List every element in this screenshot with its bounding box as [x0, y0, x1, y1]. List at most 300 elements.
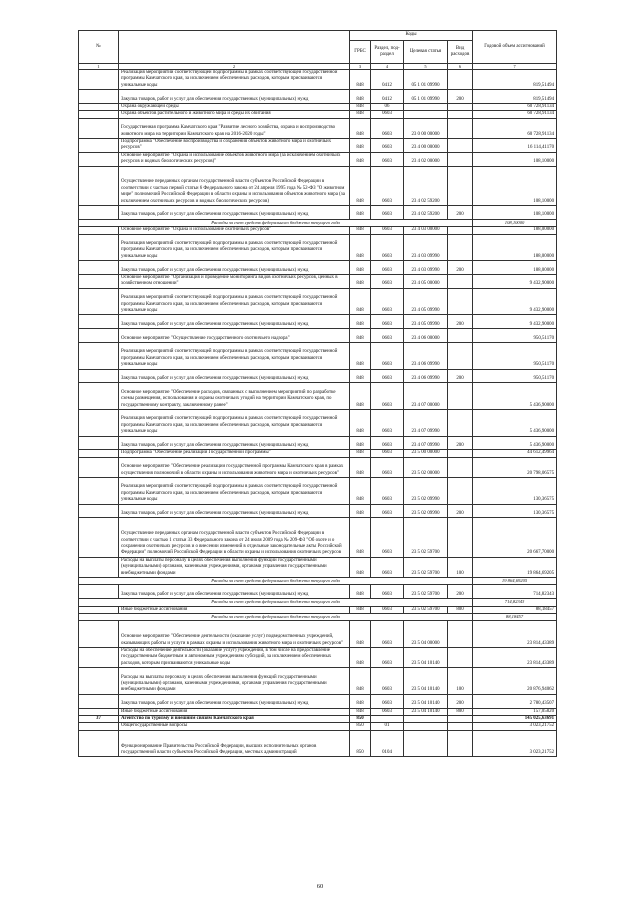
row-name: Закупка товаров, работ и услуг для обеспечения государственных (муниципальных) нужд — [119, 369, 350, 383]
row-section: 0603 — [371, 383, 404, 410]
row-volume: 9 432,90000 — [473, 315, 557, 329]
row-section: 0603 — [371, 504, 404, 518]
row-volume: 23 814,43389 — [473, 648, 557, 668]
row-name: Основное мероприятие "Обеспечение расходов, связанных с выполнением мероприятий по разработке схемы размещения, использования и охраны охотничьих угодий на территории Камчатского края, по государственному контракту, заключенному ранее" — [119, 383, 350, 410]
table-row — [79, 410, 557, 437]
row-name: Реализация мероприятий соответствующей подпрограммы в рамках соответствующей государственной программы Камчатского края, за исключением обеспеченных расходов, которым присваиваются уникальные коды — [119, 288, 350, 315]
row-expense: 800 — [448, 606, 473, 613]
row-target: 23 5 04 10140 — [404, 694, 448, 708]
row-volume: 60 728,91134 — [473, 111, 557, 118]
header-expense: Вид расходов — [448, 41, 473, 64]
row-grbs: 848 — [350, 457, 371, 477]
row-section: 0603 — [371, 343, 404, 370]
row-volume: 88,18457 — [473, 606, 557, 613]
row-volume: 188,00000 — [473, 234, 557, 261]
row-section: 0603 — [371, 557, 404, 577]
row-grbs: 848 — [350, 343, 371, 370]
row-expense — [448, 450, 473, 457]
row-section: 0603 — [371, 518, 404, 557]
row-volume: 130,36575 — [473, 478, 557, 505]
row-volume: 108,10000 — [473, 206, 557, 220]
row-number — [79, 261, 119, 275]
table-header — [79, 31, 557, 70]
header-volume: Годовой объем ассигнований — [473, 31, 557, 64]
row-volume: 3 023,21752 — [473, 730, 557, 757]
table-row — [79, 730, 557, 757]
column-number: 6 — [448, 64, 473, 70]
table-row — [79, 450, 557, 457]
row-section: 0603 — [371, 450, 404, 457]
row-expense — [448, 288, 473, 315]
row-grbs: 848 — [350, 104, 371, 111]
row-name: Основное мероприятие "Организация и проведение мониторинга видов охотничьих ресурсов, ценных в хозяйственном отношении" — [119, 275, 350, 289]
row-section: 06 — [371, 104, 404, 111]
note-volume: 88,18457 — [473, 614, 557, 621]
note-volume: 714,82343 — [473, 599, 557, 606]
row-target: 23 4 05 09990 — [404, 288, 448, 315]
row-number — [79, 730, 119, 757]
row-grbs: 848 — [350, 166, 371, 205]
row-number — [79, 329, 119, 343]
row-name: Охрана объектов растительного и животного мира и среды их обитания — [119, 111, 350, 118]
row-target: 23 4 02 59200 — [404, 206, 448, 220]
table-row — [79, 648, 557, 668]
note-volume: 19 864,69205 — [473, 578, 557, 585]
row-expense — [448, 166, 473, 205]
row-name: Реализация мероприятий соответствующей подпрограммы в рамках соответствующей государственной программы Камчатского края, за исключением обеспеченных расходов, которым присваиваются уникальные коды — [119, 70, 350, 90]
row-volume: 9 432,90000 — [473, 275, 557, 289]
row-number — [79, 648, 119, 668]
row-grbs: 848 — [350, 288, 371, 315]
row-target: 23 4 05 00000 — [404, 275, 448, 289]
table-row — [79, 206, 557, 220]
row-volume: 714,82343 — [473, 585, 557, 599]
table-row — [79, 504, 557, 518]
table-row — [79, 227, 557, 234]
table-row — [79, 585, 557, 599]
table-row — [79, 90, 557, 104]
row-section: 01 — [371, 723, 404, 730]
row-target: 23 5 02 00000 — [404, 457, 448, 477]
row-target: 05 1 01 09990 — [404, 90, 448, 104]
row-section: 0603 — [371, 369, 404, 383]
row-target: 23 5 02 09990 — [404, 478, 448, 505]
row-name: Осуществление переданных органам государственной власти субъектов Российской Федерации в соответствии с частью первой статьи 6 Федерального закона от 24 апреля 1995 года № 52-ФЗ "О животном мире" полномочий Российской Федерации в области охраны и использования объектов животного мира (за исключением охотничьих ресурсов и водных биологических ресурсов) — [119, 166, 350, 205]
row-number — [79, 708, 119, 715]
row-grbs: 848 — [350, 518, 371, 557]
row-section: 0603 — [371, 708, 404, 715]
row-expense — [448, 716, 473, 723]
table-row — [79, 343, 557, 370]
row-expense — [448, 329, 473, 343]
row-expense — [448, 410, 473, 437]
table-row — [79, 234, 557, 261]
table-row — [79, 606, 557, 613]
table-row — [79, 708, 557, 715]
row-grbs: 848 — [350, 450, 371, 457]
row-name: Агентство по туризму и внешним связям Камчатского края — [119, 716, 350, 723]
column-number: 1 — [79, 64, 119, 70]
row-target: 23 5 04 10140 — [404, 668, 448, 695]
row-number — [79, 90, 119, 104]
row-volume: 108,10000 — [473, 152, 557, 166]
row-target: 23 4 02 59200 — [404, 166, 448, 205]
row-number — [79, 104, 119, 111]
federal-budget-note-row — [79, 614, 557, 621]
row-volume: 950,51170 — [473, 329, 557, 343]
page-number: 60 — [316, 883, 324, 890]
table-row — [79, 111, 557, 118]
row-volume: 60 728,91134 — [473, 104, 557, 111]
note-text: Расходы за счет средств федерального бюджета текущего года — [79, 578, 473, 585]
row-target: 23 5 02 59700 — [404, 606, 448, 613]
row-expense — [448, 227, 473, 234]
row-section: 0603 — [371, 436, 404, 450]
row-section: 0603 — [371, 457, 404, 477]
row-grbs: 850 — [350, 723, 371, 730]
row-number — [79, 410, 119, 437]
table-row — [79, 383, 557, 410]
row-section: 0603 — [371, 410, 404, 437]
row-volume: 5 436,90000 — [473, 410, 557, 437]
row-grbs: 848 — [350, 383, 371, 410]
row-section: 0603 — [371, 288, 404, 315]
row-target: 23 0 00 00000 — [404, 118, 448, 138]
row-expense — [448, 343, 473, 370]
row-name: Государственная программа Камчатского края "Развитие лесного хозяйства, охрана и воспроизводство животного мира на территории Камчатского края на 2016-2020 годы" — [119, 118, 350, 138]
row-number — [79, 369, 119, 383]
note-text: Расходы за счет средств федерального бюджета текущего года — [79, 219, 473, 226]
table-row — [79, 436, 557, 450]
row-section: 0603 — [371, 118, 404, 138]
row-expense: 200 — [448, 261, 473, 275]
row-section: 0603 — [371, 227, 404, 234]
row-expense: 200 — [448, 585, 473, 599]
header-name — [119, 31, 350, 64]
row-name: Реализация мероприятий соответствующей подпрограммы в рамках соответствующей государственной программы Камчатского края, за исключением обеспеченных расходов, которым присваиваются уникальные коды — [119, 343, 350, 370]
row-grbs: 848 — [350, 621, 371, 648]
row-number — [79, 668, 119, 695]
row-volume: 108,10000 — [473, 166, 557, 205]
row-target: 23 4 07 00000 — [404, 383, 448, 410]
row-name: Расходы на обеспечение деятельности (оказание услуг) учреждений, в том числе на предоставление государственным бюджетным и автономным учреждениям субсидий, за исключением обеспеченных расходов, которым присваиваются уникальные коды — [119, 648, 350, 668]
row-number — [79, 288, 119, 315]
row-volume: 5 436,90000 — [473, 383, 557, 410]
row-grbs: 848 — [350, 111, 371, 118]
row-expense: 200 — [448, 206, 473, 220]
table-row — [79, 152, 557, 166]
table-body — [79, 70, 557, 757]
row-name: Реализация мероприятий соответствующей подпрограммы в рамках соответствующей государственной программы Камчатского края, за исключением обеспеченных расходов, которым присваиваются уникальные коды — [119, 478, 350, 505]
row-target: 23 4 07 09990 — [404, 410, 448, 437]
row-grbs: 848 — [350, 369, 371, 383]
row-name: Основное мероприятие "Охрана и использование объектов животного мира (за исключением охотничьих ресурсов и водных биологических ресурсов)" — [119, 152, 350, 166]
row-expense: 200 — [448, 436, 473, 450]
table-row — [79, 139, 557, 153]
row-volume: 44 612,49964 — [473, 450, 557, 457]
row-section: 0603 — [371, 585, 404, 599]
row-volume: 3 023,21752 — [473, 723, 557, 730]
header-section: Раздел, под-раздел — [371, 41, 404, 64]
row-volume: 19 864,69205 — [473, 557, 557, 577]
table-row — [79, 104, 557, 111]
federal-budget-note-row — [79, 599, 557, 606]
row-expense — [448, 70, 473, 90]
row-name: Закупка товаров, работ и услуг для обеспечения государственных (муниципальных) нужд — [119, 694, 350, 708]
row-target: 23 4 07 09990 — [404, 436, 448, 450]
row-volume: 188,00000 — [473, 261, 557, 275]
row-expense — [448, 457, 473, 477]
row-section: 0603 — [371, 111, 404, 118]
row-grbs: 848 — [350, 275, 371, 289]
row-expense — [448, 723, 473, 730]
row-name: Основное мероприятие "Охрана и использование охотничьих ресурсов" — [119, 227, 350, 234]
row-volume: 819,51494 — [473, 70, 557, 90]
table-row — [79, 166, 557, 205]
row-section: 0603 — [371, 166, 404, 205]
row-grbs: 848 — [350, 261, 371, 275]
row-volume: 60 728,91134 — [473, 118, 557, 138]
row-expense — [448, 383, 473, 410]
row-name: Осуществление переданных органам государственной власти субъектов Российской Федерации в соответствии с частью 1 статьи 33 Федерального закона от 24 июля 2009 года № 209-ФЗ "Об охоте и о сохранении охотничьих ресурсов и о внесении изменений в отдельные законодательные акты Российской Федерации" полномочий Российской Федерации в области охраны и использования охотничьих ресурсов — [119, 518, 350, 557]
row-grbs: 848 — [350, 329, 371, 343]
row-section: 0603 — [371, 139, 404, 153]
row-expense — [448, 518, 473, 557]
table-row — [79, 70, 557, 90]
table-row — [79, 694, 557, 708]
row-number — [79, 478, 119, 505]
row-section: 0104 — [371, 730, 404, 757]
row-volume: 950,51170 — [473, 369, 557, 383]
row-number — [79, 585, 119, 599]
row-target — [404, 104, 448, 111]
row-section: 0603 — [371, 275, 404, 289]
row-expense — [448, 104, 473, 111]
row-number — [79, 139, 119, 153]
table-row — [79, 621, 557, 648]
row-expense — [448, 275, 473, 289]
row-number — [79, 166, 119, 205]
row-target: 23 5 04 10140 — [404, 708, 448, 715]
row-expense: 100 — [448, 557, 473, 577]
row-grbs: 848 — [350, 70, 371, 90]
table-row — [79, 723, 557, 730]
row-expense: 200 — [448, 369, 473, 383]
row-number — [79, 723, 119, 730]
row-target: 23 4 02 00000 — [404, 152, 448, 166]
table-row — [79, 457, 557, 477]
row-expense — [448, 152, 473, 166]
row-section: 0603 — [371, 234, 404, 261]
header-grbs: ГРБС — [350, 41, 371, 64]
row-volume: 9 432,90000 — [473, 288, 557, 315]
row-number — [79, 343, 119, 370]
row-name: Закупка товаров, работ и услуг для обеспечения государственных (муниципальных) нужд — [119, 504, 350, 518]
row-number — [79, 694, 119, 708]
row-expense — [448, 648, 473, 668]
header-codes-group: Коды — [350, 31, 473, 41]
row-number — [79, 70, 119, 90]
row-grbs: 850 — [350, 716, 371, 723]
row-volume: 20 667,70000 — [473, 518, 557, 557]
row-grbs: 848 — [350, 504, 371, 518]
note-text: Расходы за счет средств федерального бюджета текущего года — [79, 614, 473, 621]
row-section: 0412 — [371, 90, 404, 104]
row-section: 0412 — [371, 70, 404, 90]
row-target: 23 4 03 00000 — [404, 227, 448, 234]
federal-budget-note-row — [79, 219, 557, 226]
table-row — [79, 369, 557, 383]
row-name: Основное мероприятие "Обеспечение деятельности (оказание услуг) подведомственных учреждений, оказывающих работы и услуги в рамках охраны и использования животного мира и охотничьих ресурсов" — [119, 621, 350, 648]
row-target: 23 5 04 00000 — [404, 621, 448, 648]
row-volume: 950,51170 — [473, 343, 557, 370]
table-row — [79, 557, 557, 577]
row-volume: 819,51494 — [473, 90, 557, 104]
row-name: Подпрограмма "Обеспечение реализации Государственной программы" — [119, 450, 350, 457]
table-row — [79, 275, 557, 289]
column-number: 2 — [119, 64, 350, 70]
row-grbs: 848 — [350, 694, 371, 708]
row-section: 0603 — [371, 315, 404, 329]
row-target: 23 4 06 09990 — [404, 369, 448, 383]
column-number: 5 — [404, 64, 448, 70]
row-grbs: 848 — [350, 410, 371, 437]
row-name: Закупка товаров, работ и услуг для обеспечения государственных (муниципальных) нужд — [119, 261, 350, 275]
row-name: Расходы на выплаты персоналу в целях обеспечения выполнения функций государственными (муниципальными) органами, казенными учреждениями, органами управления государственными внебюджетными фондами — [119, 557, 350, 577]
row-name: Иные бюджетные ассигнования — [119, 606, 350, 613]
row-grbs: 848 — [350, 90, 371, 104]
row-grbs: 848 — [350, 152, 371, 166]
table-row — [79, 716, 557, 723]
row-expense: 200 — [448, 315, 473, 329]
row-target: 23 5 00 00000 — [404, 450, 448, 457]
row-grbs: 848 — [350, 606, 371, 613]
row-expense — [448, 139, 473, 153]
row-number — [79, 450, 119, 457]
row-grbs: 848 — [350, 227, 371, 234]
row-section: 0603 — [371, 261, 404, 275]
row-expense: 100 — [448, 668, 473, 695]
row-expense — [448, 621, 473, 648]
row-expense — [448, 730, 473, 757]
row-name: Иные бюджетные ассигнования — [119, 708, 350, 715]
table-row — [79, 478, 557, 505]
row-target — [404, 716, 448, 723]
row-grbs: 848 — [350, 557, 371, 577]
row-volume: 157,05820 — [473, 708, 557, 715]
row-section: 0603 — [371, 329, 404, 343]
table-row — [79, 288, 557, 315]
row-target: 23 4 06 09990 — [404, 343, 448, 370]
row-target: 23 4 00 00000 — [404, 139, 448, 153]
row-target: 23 4 05 09990 — [404, 315, 448, 329]
row-expense — [448, 118, 473, 138]
row-grbs: 848 — [350, 315, 371, 329]
row-section — [371, 716, 404, 723]
row-expense — [448, 478, 473, 505]
row-section: 0603 — [371, 606, 404, 613]
row-name: Закупка товаров, работ и услуг для обеспечения государственных (муниципальных) нужд — [119, 436, 350, 450]
federal-budget-note-row — [79, 578, 557, 585]
row-name: Подпрограмма "Обеспечение воспроизводства и сохранения объектов животного мира и охотничьих ресурсов" — [119, 139, 350, 153]
table-row — [79, 518, 557, 557]
row-name: Реализация мероприятий соответствующей подпрограммы в рамках соответствующей государственной программы Камчатского края, за исключением обеспеченных расходов, которым присваиваются уникальные коды — [119, 410, 350, 437]
row-name: Закупка товаров, работ и услуг для обеспечения государственных (муниципальных) нужд — [119, 315, 350, 329]
row-number — [79, 621, 119, 648]
row-grbs: 848 — [350, 585, 371, 599]
row-grbs: 850 — [350, 730, 371, 757]
column-number: 3 — [350, 64, 371, 70]
row-volume: 23 814,43389 — [473, 621, 557, 648]
table-row — [79, 329, 557, 343]
row-volume: 130,36575 — [473, 504, 557, 518]
row-grbs: 848 — [350, 139, 371, 153]
row-name: Основное мероприятие "Обеспечение реализации государственной программы Камчатского края в рамках осуществления полномочий в области охраны и использования животного мира и охотничьих ресурсов" — [119, 457, 350, 477]
row-volume: 145 025,63691 — [473, 716, 557, 723]
row-name: Расходы на выплаты персоналу в целях обеспечения выполнения функций государственными (муниципальными) органами, казенными учреждениями, органами управления государственными внебюджетными фондами — [119, 668, 350, 695]
row-expense: 200 — [448, 504, 473, 518]
row-number — [79, 118, 119, 138]
note-text: Расходы за счет средств федерального бюджета текущего года — [79, 599, 473, 606]
row-name: Общегосударственные вопросы — [119, 723, 350, 730]
column-number: 7 — [473, 64, 557, 70]
row-number — [79, 275, 119, 289]
row-target: 23 4 03 09990 — [404, 234, 448, 261]
row-target: 23 5 02 59700 — [404, 518, 448, 557]
row-number: 37 — [79, 716, 119, 723]
row-number — [79, 606, 119, 613]
row-grbs: 848 — [350, 708, 371, 715]
row-name: Закупка товаров, работ и услуг для обеспечения государственных (муниципальных) нужд — [119, 90, 350, 104]
column-number: 4 — [371, 64, 404, 70]
row-grbs: 848 — [350, 234, 371, 261]
row-volume: 20 876,94062 — [473, 668, 557, 695]
table-row — [79, 118, 557, 138]
row-target: 23 4 03 09990 — [404, 261, 448, 275]
row-target: 23 5 04 10140 — [404, 648, 448, 668]
row-grbs: 848 — [350, 436, 371, 450]
row-number — [79, 504, 119, 518]
row-volume: 16 114,41170 — [473, 139, 557, 153]
row-volume: 188,00000 — [473, 227, 557, 234]
row-expense: 800 — [448, 708, 473, 715]
note-volume: 108,10000 — [473, 219, 557, 226]
row-volume: 20 798,06575 — [473, 457, 557, 477]
row-number — [79, 436, 119, 450]
row-target: 23 5 02 59700 — [404, 557, 448, 577]
row-grbs: 848 — [350, 206, 371, 220]
row-name: Функционирование Правительства Российской Федерации, высших исполнительных органов государственной власти субъектов Российской Федерации, местных администраций — [119, 730, 350, 757]
row-number — [79, 557, 119, 577]
row-expense: 200 — [448, 694, 473, 708]
row-expense: 200 — [448, 90, 473, 104]
row-volume: 2 780,43507 — [473, 694, 557, 708]
budget-table-page — [78, 30, 556, 757]
table-row — [79, 668, 557, 695]
row-target: 23 4 06 00000 — [404, 329, 448, 343]
row-number — [79, 457, 119, 477]
row-section: 0603 — [371, 478, 404, 505]
row-name: Основное мероприятие "Осуществление государственного охотничьего надзора" — [119, 329, 350, 343]
row-section: 0603 — [371, 206, 404, 220]
row-number — [79, 518, 119, 557]
table-row — [79, 261, 557, 275]
row-volume: 5 436,90000 — [473, 436, 557, 450]
row-name: Реализация мероприятий соответствующей подпрограммы в рамках соответствующей государственной программы Камчатского края, за исключением обеспеченных расходов, которым присваиваются уникальные коды — [119, 234, 350, 261]
row-section: 0603 — [371, 668, 404, 695]
row-number — [79, 315, 119, 329]
row-target: 23 5 02 09990 — [404, 504, 448, 518]
